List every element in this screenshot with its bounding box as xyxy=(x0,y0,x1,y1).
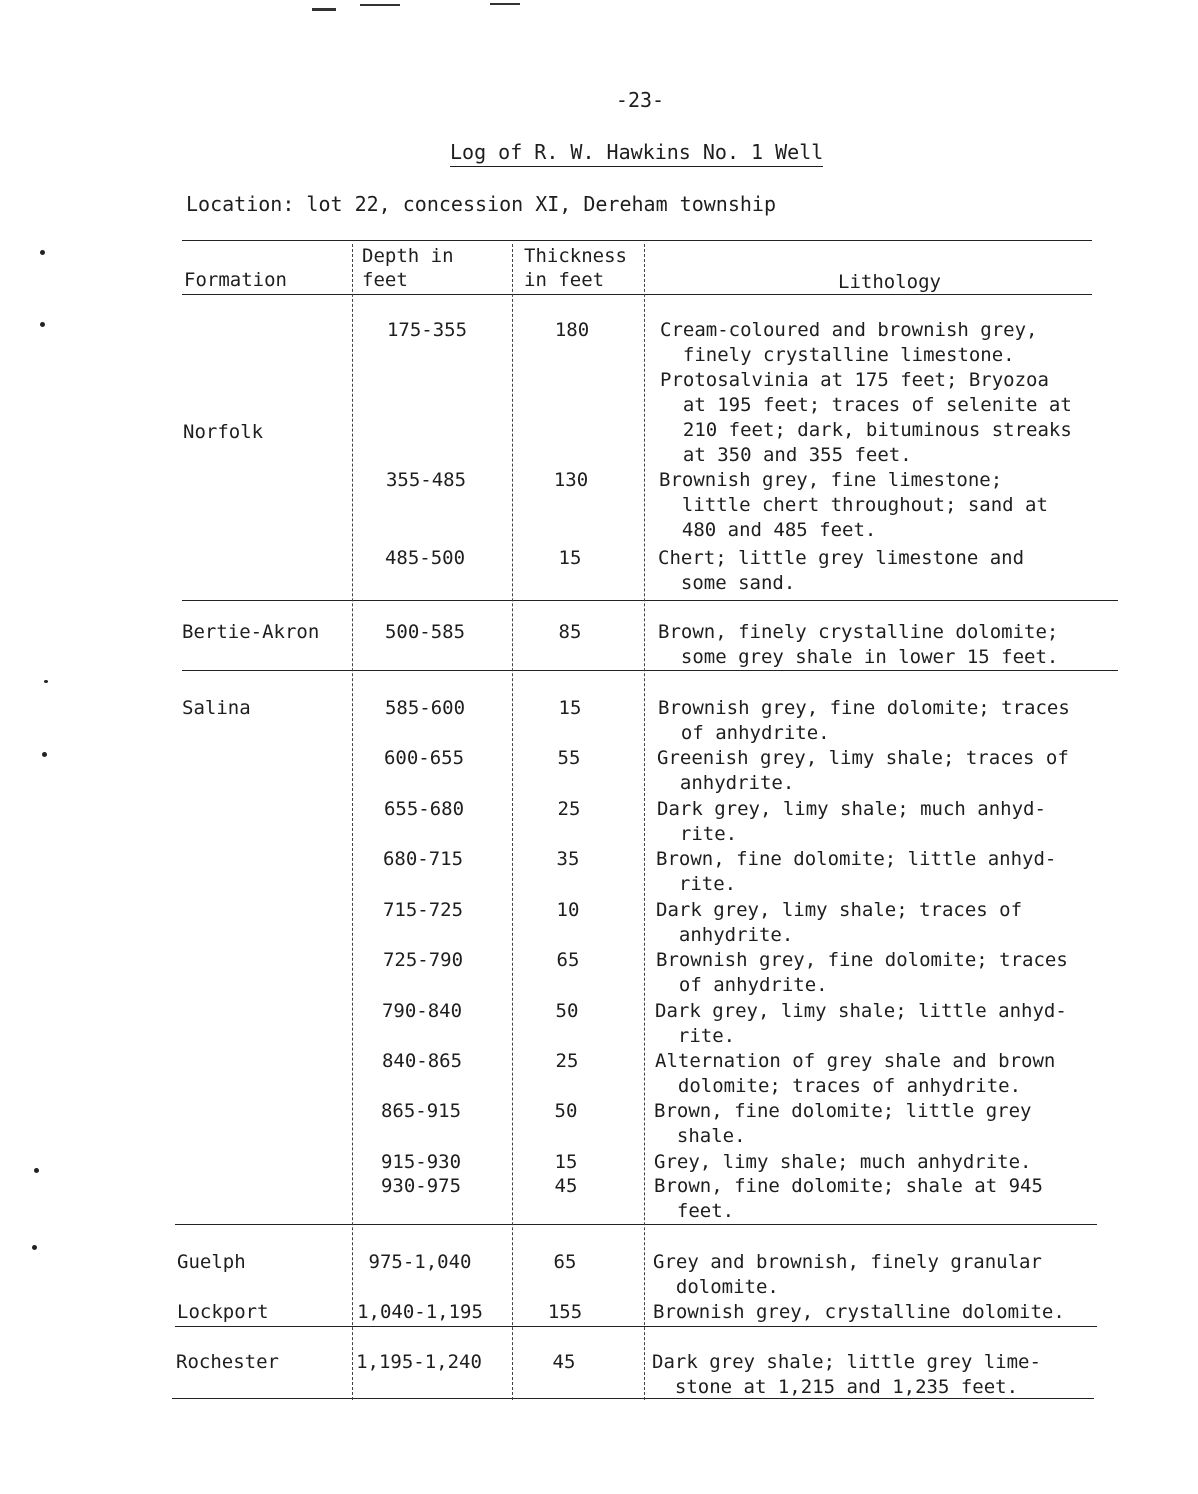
lithology-text: Cream-coloured and brownish grey, finely crystalline limestone. xyxy=(660,319,1038,366)
depth-range: 175-355 xyxy=(386,319,468,341)
scan-artifact xyxy=(312,8,336,11)
thickness-value: 15 xyxy=(554,1151,578,1173)
depth-range: 680-715 xyxy=(382,848,464,870)
depth-range: 975-1,040 xyxy=(368,1251,472,1273)
thickness-value: 180 xyxy=(554,319,590,341)
lithology-text: Dark grey, limy shale; traces of anhydrite. xyxy=(656,899,1023,946)
column-rule xyxy=(352,244,353,1400)
formation-label: Guelph xyxy=(177,1251,246,1273)
scan-artifact xyxy=(490,3,520,5)
lithology-text: Dark grey, limy shale; little anhyd- rite. xyxy=(655,1000,1067,1047)
thickness-value: 85 xyxy=(558,621,582,643)
depth-range: 725-790 xyxy=(382,949,464,971)
depth-range: 1,040-1,195 xyxy=(357,1301,483,1323)
thickness-value: 25 xyxy=(555,1050,579,1072)
formation-label: Norfolk xyxy=(183,421,264,443)
lithology-text: Brownish grey, fine dolomite; traces of anhydrite. xyxy=(658,697,1070,744)
thickness-value: 15 xyxy=(558,697,582,719)
depth-range: 915-930 xyxy=(380,1151,462,1173)
lithology-text: Brown, fine dolomite; little anhyd- rite. xyxy=(656,848,1057,895)
header-formation: Formation xyxy=(184,269,287,291)
page-title: Log of R. W. Hawkins No. 1 Well xyxy=(450,140,823,167)
thickness-value: 65 xyxy=(556,949,580,971)
lithology-text: Protosalvinia at 175 feet; Bryozoa at 195 feet; traces of selenite at 210 feet; dark, bituminous streaks at 350 and 355 feet. xyxy=(660,369,1072,466)
thickness-value: 55 xyxy=(557,747,581,769)
lithology-text: Brownish grey, fine limestone; little chert throughout; sand at 480 and 485 feet. xyxy=(659,469,1048,541)
formation-label: Rochester xyxy=(176,1351,279,1373)
header-thickness: Thickness in feet xyxy=(524,245,627,291)
thickness-value: 35 xyxy=(556,848,580,870)
lithology-text: Brownish grey, fine dolomite; traces of anhydrite. xyxy=(656,949,1068,996)
depth-range: 500-585 xyxy=(384,621,466,643)
depth-range: 930-975 xyxy=(380,1175,462,1197)
header-lithology: Lithology xyxy=(838,271,941,293)
table-rule xyxy=(182,240,1092,241)
depth-range: 1,195-1,240 xyxy=(356,1351,482,1373)
column-rule xyxy=(644,244,645,1400)
margin-dot xyxy=(42,752,47,757)
thickness-value: 155 xyxy=(547,1301,583,1323)
thickness-value: 45 xyxy=(552,1351,576,1373)
thickness-value: 10 xyxy=(556,899,580,921)
lithology-text: Dark grey, limy shale; much anhyd- rite. xyxy=(657,798,1046,845)
column-rule xyxy=(512,244,513,1400)
depth-range: 600-655 xyxy=(383,747,465,769)
margin-dot xyxy=(34,1168,39,1173)
formation-label: Salina xyxy=(182,697,251,719)
thickness-value: 15 xyxy=(558,547,582,569)
thickness-value: 130 xyxy=(553,469,589,491)
depth-range: 715-725 xyxy=(382,899,464,921)
formation-label: Bertie-Akron xyxy=(182,621,320,643)
depth-range: 790-840 xyxy=(381,1000,463,1022)
lithology-text: Brownish grey, crystalline dolomite. xyxy=(653,1301,1065,1323)
thickness-value: 50 xyxy=(554,1100,578,1122)
thickness-value: 50 xyxy=(555,1000,579,1022)
lithology-text: Grey, limy shale; much anhydrite. xyxy=(654,1151,1032,1173)
header-depth: Depth in feet xyxy=(362,245,454,291)
lithology-text: Grey and brownish, finely granular dolomite. xyxy=(653,1251,1042,1298)
thickness-value: 45 xyxy=(554,1175,578,1197)
scan-artifact xyxy=(360,4,400,6)
margin-dot xyxy=(32,1245,37,1250)
lithology-text: Dark grey shale; little grey lime- stone at 1,215 and 1,235 feet. xyxy=(652,1351,1041,1398)
formation-label: Lockport xyxy=(177,1301,269,1323)
table-rule xyxy=(182,670,1118,671)
thickness-value: 25 xyxy=(557,798,581,820)
depth-range: 585-600 xyxy=(384,697,466,719)
page-number: -23- xyxy=(615,88,665,112)
lithology-text: Alternation of grey shale and brown dolomite; traces of anhydrite. xyxy=(655,1050,1056,1097)
location-line: Location: lot 22, concession XI, Dereham township xyxy=(186,192,777,216)
depth-range: 485-500 xyxy=(384,547,466,569)
margin-dot xyxy=(40,250,45,255)
table-rule xyxy=(175,1326,1097,1327)
thickness-value: 65 xyxy=(553,1251,577,1273)
table-rule xyxy=(175,1224,1097,1225)
lithology-text: Greenish grey, limy shale; traces of anhydrite. xyxy=(657,747,1069,794)
depth-range: 840-865 xyxy=(381,1050,463,1072)
margin-dot xyxy=(44,680,48,683)
margin-dot xyxy=(40,322,45,327)
lithology-text: Brown, finely crystalline dolomite; some grey shale in lower 15 feet. xyxy=(658,621,1059,668)
depth-range: 355-485 xyxy=(385,469,467,491)
depth-range: 865-915 xyxy=(380,1100,462,1122)
lithology-text: Chert; little grey limestone and some sand. xyxy=(658,547,1025,594)
depth-range: 655-680 xyxy=(383,798,465,820)
table-rule xyxy=(182,294,1092,295)
lithology-text: Brown, fine dolomite; little grey shale. xyxy=(654,1100,1032,1147)
table-rule xyxy=(182,600,1118,601)
lithology-text: Brown, fine dolomite; shale at 945 feet. xyxy=(654,1175,1043,1222)
